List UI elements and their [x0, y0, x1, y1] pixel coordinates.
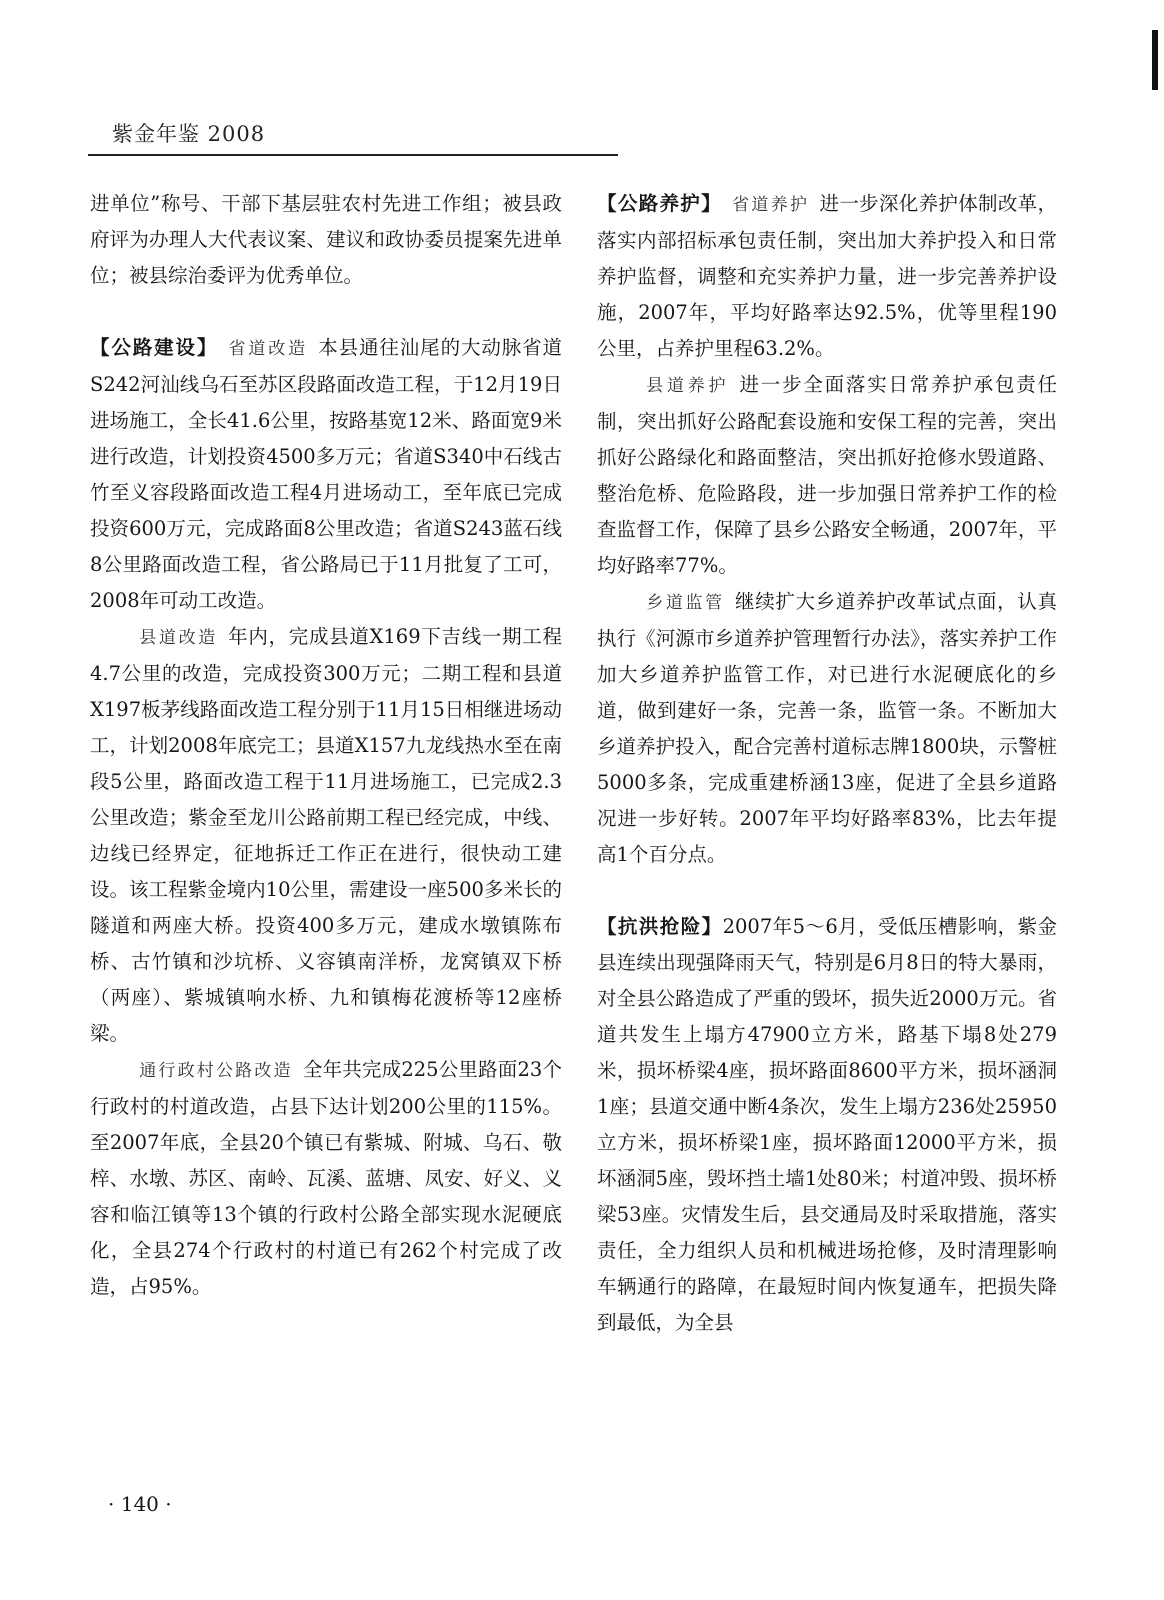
- paragraph-text: 全年共完成225公里路面23个行政村的村道改造，占县下达计划200公里的115%。至2007年底，全县20个镇已有紫城、附城、乌石、敬梓、水墩、苏区、南岭、瓦溪、蓝塘、凤安、好义、义容和临江镇等13个镇的行政村公路全部实现水泥硬底化，全县274个行政村的村道已有262个村完成了改造，占95%。: [90, 1058, 562, 1298]
- scan-edge-mark: [1152, 30, 1158, 90]
- village-road-paragraph: [90, 1052, 562, 1305]
- paragraph-text: 2007年5～6月，受低压槽影响，紫金县连续出现强降雨天气，特别是6月8日的特大暴雨，对全县公路造成了严重的毁坏，损失近2000万元。省道共发生上塌方47900立方米，路基下塌8处279米，损坏桥梁4座，损坏路面8600平方米，损坏涵洞1座；县道交通中断4条次，发生上塌方236处25950立方米，损坏桥梁1座，损坏路面12000平方米，损坏涵洞5座，毁坏挡土墙1处80米；村道冲毁、损坏桥梁53座。灾情发生后，县交通局及时采取措施，落实责任，全力组织人员和机械进场抢修，及时清理影响车辆通行的路障，在最短时间内恢复通车，把损失降到最低，为全县: [597, 915, 1057, 1334]
- section-title: 【公路建设】: [90, 336, 219, 359]
- right-column: [597, 186, 1057, 1341]
- section-title: 【公路养护】: [597, 192, 722, 215]
- page-number: · 140 ·: [108, 1492, 172, 1516]
- paragraph-text: 进一步全面落实日常养护承包责任制，突出抓好公路配套设施和安保工程的完善，突出抓好公路绿化和路面整洁，突出抓好抢修水毁道路、整治危桥、危险路段，进一步加强日常养护工作的检查监督工作，保障了县乡公路安全畅通，2007年，平均好路率77%。: [597, 373, 1057, 577]
- section-flood-rescue: [597, 909, 1057, 1341]
- subsection-title: 省道养护: [732, 195, 810, 215]
- township-supervision-paragraph: [597, 584, 1057, 873]
- paragraph-text: 本县通往汕尾的大动脉省道S242河汕线乌石至苏区段路面改造工程，于12月19日进场施工，全长41.6公里，按路基宽12米、路面宽9米进行改造，计划投资4500多万元；省道S340中石线古竹至义容段路面改造工程4月进场动工，至年底已完成投资600万元，完成路面8公里改造；省道S243蓝石线8公里路面改造工程，省公路局已于11月批复了工可，2008年可动工改造。: [90, 336, 562, 612]
- county-maintenance-paragraph: [597, 367, 1057, 584]
- paragraph-text: 年内，完成县道X169下吉线一期工程4.7公里的改造，完成投资300万元；二期工程和县道X197板茅线路面改造工程分别于11月15日相继进场动工，计划2008年底完工；县道X157九龙线热水至在南段5公里，路面改造工程于11月进场施工，已完成2.3公里改造；紫金至龙川公路前期工程已经完成，中线、边线已经界定，征地拆迁工作正在进行，很快动工建设。该工程紫金境内10公里，需建设一座500多米长的隧道和两座大桥。投资400多万元，建成水墩镇陈布桥、古竹镇和沙坑桥、义容镇南洋桥，龙窝镇双下桥（两座）、紫城镇响水桥、九和镇梅花渡桥等12座桥梁。: [90, 625, 562, 1045]
- subsection-title: 乡道监管: [646, 593, 725, 613]
- left-column: [90, 186, 562, 1305]
- subsection-title: 通行政村公路改造: [139, 1061, 293, 1081]
- subsection-title: 省道改造: [228, 339, 309, 359]
- section-highway-construction: [90, 330, 562, 619]
- carryover-paragraph: 进单位”称号、干部下基层驻农村先进工作组；被县政府评为办理人大代表议案、建议和政协委员提案先进单位；被县综治委评为优秀单位。: [90, 192, 562, 287]
- section-highway-maintenance: [597, 186, 1057, 367]
- section-title: 【抗洪抢险】: [597, 915, 723, 938]
- subsection-title: 县道养护: [646, 376, 730, 396]
- county-road-paragraph: [90, 619, 562, 1052]
- running-header-title: 紫金年鉴 2008: [112, 122, 266, 146]
- paragraph-text: 进一步深化养护体制改革，落实内部招标承包责任制，突出加大养护投入和日常养护监督，调整和充实养护力量，进一步完善养护设施，2007年，平均好路率达92.5%，优等里程190公里，占养护里程63.2%。: [597, 192, 1057, 360]
- header-rule: [88, 154, 618, 156]
- subsection-title: 县道改造: [139, 628, 218, 648]
- paragraph-text: 继续扩大乡道养护改革试点面，认真执行《河源市乡道养护管理暂行办法》，落实养护工作加大乡道养护监管工作，对已进行水泥硬底化的乡道，做到建好一条，完善一条，监管一条。不断加大乡道养护投入，配合完善村道标志牌1800块，示警桩5000多条，完成重建桥涵13座，促进了全县乡道路况进一步好转。2007年平均好路率83%，比去年提高1个百分点。: [597, 590, 1057, 866]
